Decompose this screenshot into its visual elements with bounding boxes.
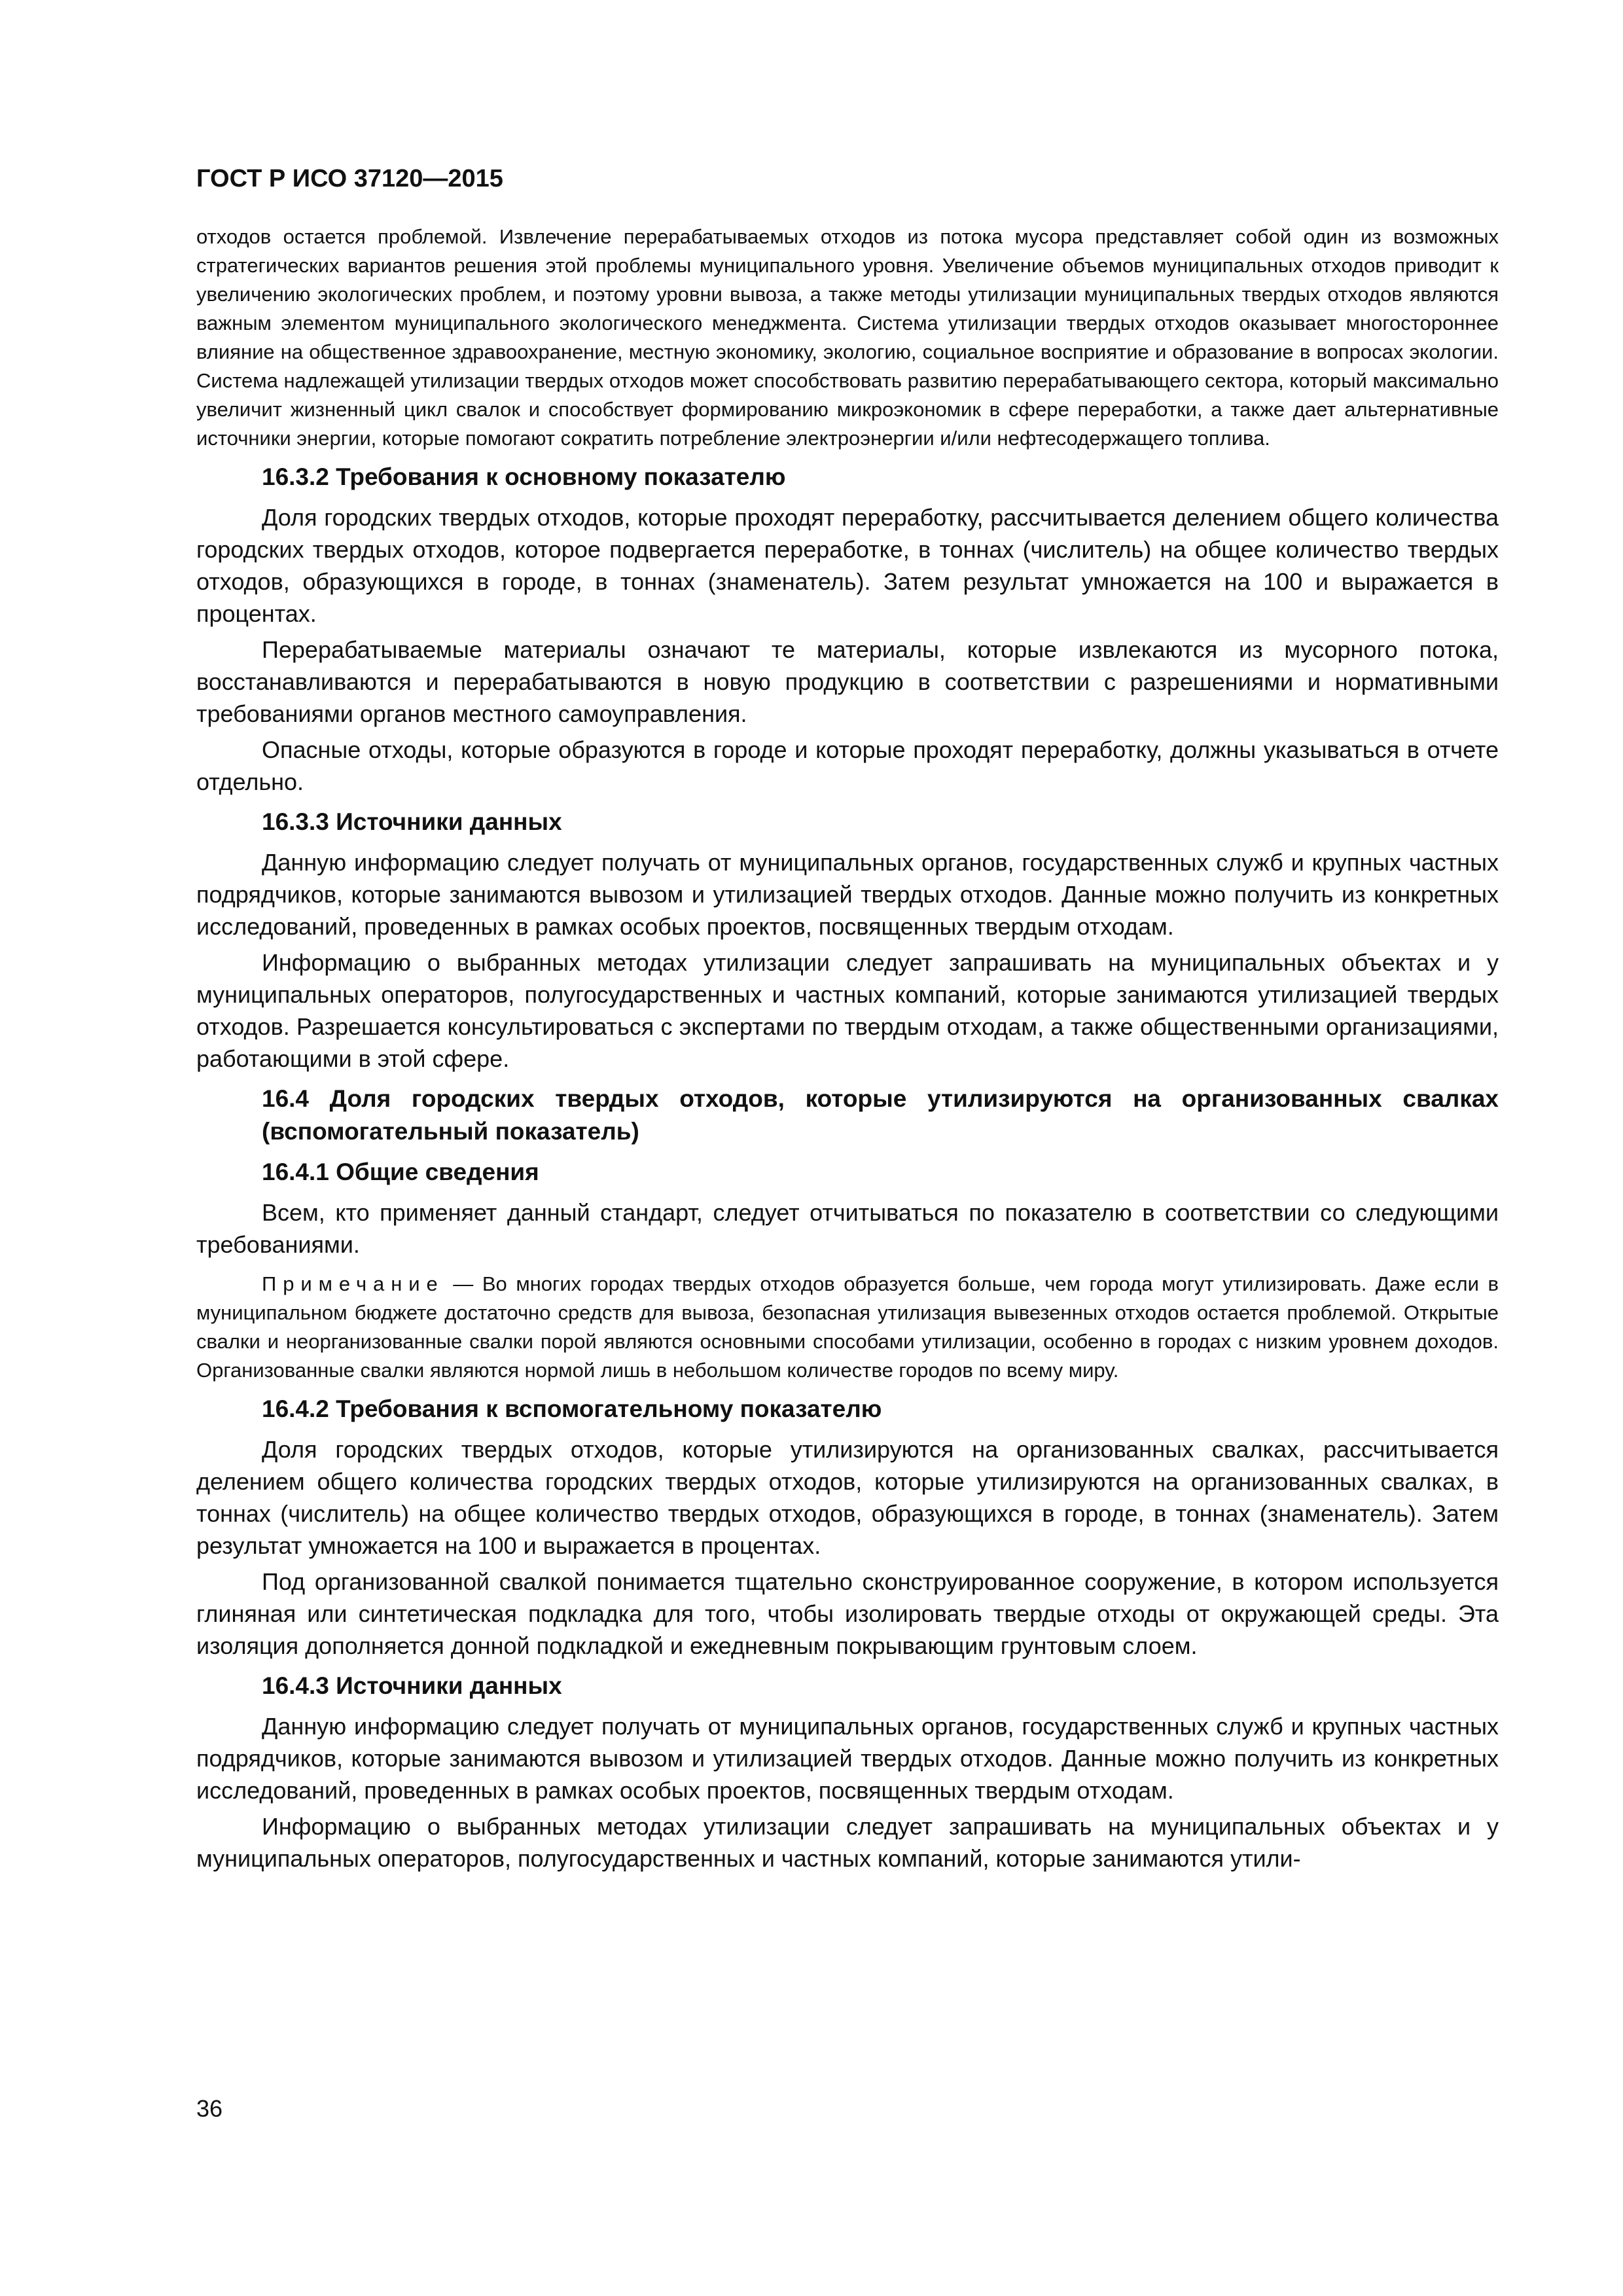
- section-16-3-2-title: 16.3.2 Требования к основному показателю: [262, 463, 786, 490]
- standard-header: ГОСТ Р ИСО 37120—2015: [196, 165, 503, 192]
- section-16-4-title: 16.4 Доля городских твердых отходов, которые утилизируются на организованных свалках (вспомогательный показатель): [262, 1085, 1499, 1145]
- note-block: [196, 1270, 1499, 1385]
- page-number: 36: [196, 2095, 223, 2122]
- section-16-4-1-title: 16.4.1 Общие сведения: [262, 1158, 539, 1185]
- note-label: Примечание: [262, 1272, 444, 1295]
- document-page: [196, 164, 1499, 1878]
- section-16-4-2-paragraph-2: Под организованной свалкой понимается тщательно сконструированное сооружение, в котором используется глиняная или синтетическая подкладка для того, чтобы изолировать твердые отходы от окружающей среды. Эта изоляция дополняется донной подкладкой и ежедневным покрывающим грунтовым слоем.: [196, 1568, 1499, 1659]
- section-16-4-2-title: 16.4.2 Требования к вспомогательному показателю: [262, 1395, 882, 1422]
- section-16-4-3-title: 16.4.3 Источники данных: [262, 1672, 562, 1699]
- section-16-3-2-paragraph-3: Опасные отходы, которые образуются в городе и которые проходят переработку, должны указываться в отчете отдельно.: [196, 736, 1499, 795]
- note-paragraph: [196, 1270, 1499, 1385]
- section-16-3-2-paragraph-1: Доля городских твердых отходов, которые проходят переработку, рассчитывается делением общего количества городских твердых отходов, которое подвергается переработке, в тоннах (числитель) на общее количество твердых отходов, образующихся в городе, в тоннах (знаменатель). Затем результат умножается на 100 и выражается в процентах.: [196, 504, 1499, 627]
- section-16-4-3-paragraph-2: Информацию о выбранных методах утилизации следует запрашивать на муниципальных объектах и у муниципальных операторов, полугосударственных и частных компаний, которые занимаются утили-: [196, 1813, 1499, 1872]
- section-16-4-2-paragraph-1: Доля городских твердых отходов, которые утилизируются на организованных свалках, рассчитывается делением общего количества городских твердых отходов, которые утилизируются на организованных свалках, в тоннах (числитель) на общее количество твердых отходов, образующихся в городе, в тоннах (знаменатель). Затем результат умножается на 100 и выражается в процентах.: [196, 1436, 1499, 1559]
- section-16-3-3-paragraph-1: Данную информацию следует получать от муниципальных органов, государственных служб и крупных частных подрядчиков, которые занимаются вывозом и утилизацией твердых отходов. Данные можно получить из конкретных исследований, проведенных в рамках особых проектов, посвященных твердым отходам.: [196, 849, 1499, 940]
- section-16-3-3-paragraph-2: Информацию о выбранных методах утилизации следует запрашивать на муниципальных объектах и у муниципальных операторов, полугосударственных и частных компаний, которые занимаются утилизацией твердых отходов. Разрешается консультироваться с экспертами по твердым отходам, а также общественными организациями, работающими в этой сфере.: [196, 949, 1499, 1072]
- note-text: — Во многих городах твердых отходов образуется больше, чем города могут утилизировать. Даже если в муниципальном бюджете достаточно средств для вывоза, безопасная утилизация вывезенных отходов остается проблемой. Открытые свалки и неорганизованные свалки порой являются основными способами утилизации, особенно в городах с низким уровнем доходов. Организованные свалки являются нормой лишь в небольшом количестве городов по всему миру.: [196, 1272, 1499, 1382]
- section-16-4-1-paragraph: Всем, кто применяет данный стандарт, следует отчитываться по показателю в соответствии со следующими требованиями.: [196, 1199, 1499, 1258]
- section-16-4-3-paragraph-1: Данную информацию следует получать от муниципальных органов, государственных служб и крупных частных подрядчиков, которые занимаются вывозом и утилизацией твердых отходов. Данные можно получить из конкретных исследований, проведенных в рамках особых проектов, посвященных твердым отходам.: [196, 1713, 1499, 1804]
- section-16-3-3-title: 16.3.3 Источники данных: [262, 808, 562, 835]
- section-16-3-2-paragraph-2: Перерабатываемые материалы означают те материалы, которые извлекаются из мусорного потока, восстанавливаются и перерабатываются в новую продукцию в соответствии с разрешениями и нормативными требованиями органов местного самоуправления.: [196, 636, 1499, 727]
- intro-paragraph: отходов остается проблемой. Извлечение перерабатываемых отходов из потока мусора представляет собой один из возможных стратегических вариантов решения этой проблемы муниципального уровня. Увеличение объемов муниципальных отходов приводит к увеличению экологических проблем, и поэтому уровни вывоза, а также методы утилизации муниципальных твердых отходов являются важным элементом муниципального экологического менеджмента. Система утилизации твердых отходов оказывает многостороннее влияние на общественное здравоохранение, местную экономику, экологию, социальное восприятие и образование в вопросах экологии. Система надлежащей утилизации твердых отходов может способствовать развитию перерабатывающего сектора, который максимально увеличит жизненный цикл свалок и способствует формированию микроэкономик в сфере переработки, а также дает альтернативные источники энергии, которые помогают сократить потребление электроэнергии и/или нефтесодержащего топлива.: [196, 225, 1499, 450]
